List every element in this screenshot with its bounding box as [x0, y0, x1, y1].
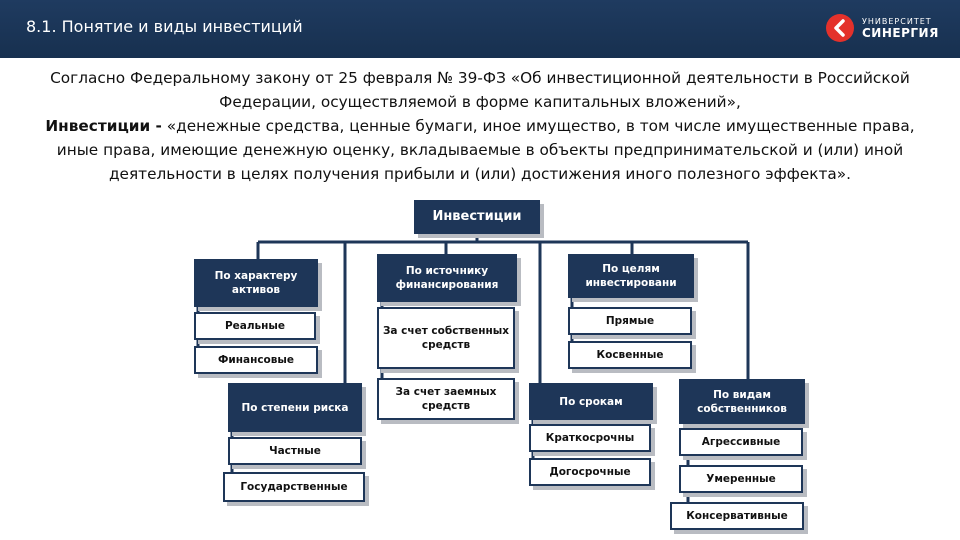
node-borrowed-funds: За счет заемных средств: [377, 378, 515, 420]
node-private: Частные: [228, 437, 362, 465]
node-conservative: Консервативные: [670, 502, 804, 530]
category-by-risk: По степени риска: [228, 383, 362, 432]
node-own-funds: За счет собственных средств: [377, 307, 515, 369]
definition-body: «денежные средства, ценные бумаги, иное имущество, в том числе имущественные права, иные права, имеющие денежную оценку, вкладываемые в объекты предпринимательской и (или) иной деятельности в целях получения прибыли и (или) достижения иного полезного эффекта».: [56, 117, 915, 183]
node-indirect: Косвенные: [568, 341, 692, 369]
category-by-owner: По видам собственников: [679, 379, 805, 424]
term-investments: Инвестиции -: [45, 117, 162, 135]
node-state: Государственные: [223, 472, 365, 502]
category-by-assets: По характеру активов: [194, 259, 318, 307]
node-moderate: Умеренные: [679, 465, 803, 493]
law-reference: Согласно Федеральному закону от 25 февраля № 39-ФЗ «Об инвестиционной деятельности в Российской Федерации, осуществляемой в форме капитальных вложений»,: [50, 69, 910, 111]
category-by-goal: По целям инвестировани: [568, 254, 694, 298]
category-by-source: По источнику финансирования: [377, 254, 517, 302]
node-aggressive: Агрессивные: [679, 428, 803, 456]
node-direct: Прямые: [568, 307, 692, 335]
node-short-term: Краткосрочны: [529, 424, 651, 452]
logo-line2: СИНЕРГИЯ: [862, 26, 939, 40]
node-financial-assets: Финансовые: [194, 346, 318, 374]
slide-title: 8.1. Понятие и виды инвестиций: [26, 17, 303, 36]
node-long-term: Догосрочные: [529, 458, 651, 486]
node-real-assets: Реальные: [194, 312, 316, 340]
root-node-investments: Инвестиции: [414, 200, 540, 234]
logo-line1: УНИВЕРСИТЕТ: [862, 17, 932, 26]
category-by-term: По срокам: [529, 383, 653, 420]
